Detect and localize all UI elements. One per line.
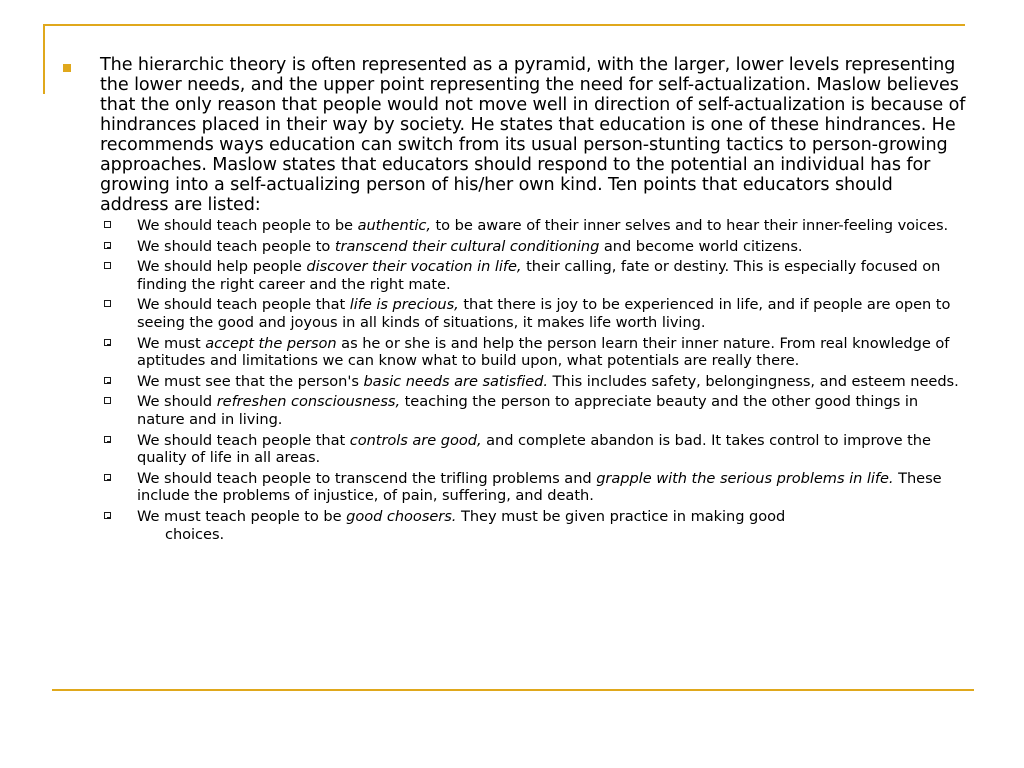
hollow-square-bullet-icon — [104, 397, 111, 404]
point-text: We must teach people to be — [137, 507, 347, 525]
list-item — [100, 238, 966, 256]
list-item — [100, 432, 966, 467]
point-text: We should teach people that — [137, 431, 350, 449]
point-text: These include the problems of injustice, of pain, suffering, and death. — [137, 469, 942, 505]
slide-body — [62, 55, 966, 546]
point-emphasis: transcend their cultural conditioning — [334, 237, 600, 255]
list-item — [100, 217, 966, 235]
filled-square-bullet-icon — [63, 64, 71, 72]
hollow-square-bullet-icon — [104, 242, 111, 249]
point-text: We should teach people to transcend the trifling problems and — [137, 469, 597, 487]
list-item — [100, 296, 966, 331]
point-text: and complete abandon is bad. It takes control to improve the quality of life in all areas. — [137, 431, 931, 467]
point-emphasis: grapple with the serious problems in life. — [596, 469, 894, 487]
hollow-square-bullet-icon — [104, 339, 111, 346]
point-text: to be aware of their inner selves and to hear their inner-feeling voices. — [430, 217, 949, 234]
point-emphasis: life is precious, — [349, 296, 459, 314]
main-bullet-item — [62, 55, 966, 543]
point-text: teaching the person to appreciate beauty and the other good things in nature and in living. — [137, 393, 919, 428]
point-text: We should teach people that — [137, 296, 350, 314]
list-item — [100, 335, 966, 370]
hollow-square-bullet-icon — [104, 436, 111, 443]
point-text: We should teach people to — [137, 237, 335, 255]
hollow-square-bullet-icon — [104, 512, 111, 519]
hollow-square-bullet-icon — [104, 377, 111, 384]
point-emphasis: authentic, — [357, 217, 431, 234]
list-item — [100, 470, 966, 505]
hollow-square-bullet-icon — [104, 474, 111, 481]
point-emphasis: refreshen consciousness, — [216, 393, 401, 411]
bottom-rule — [52, 689, 974, 691]
list-item — [100, 258, 966, 293]
intro-paragraph: The hierarchic theory is often represented as a pyramid, with the larger, lower levels representing the lower needs, and the upper point representing the need for self-actualization. Maslow believes that the only reason that people would not move well in direction of self-actualization is because of hindrances placed in their way by society. He states that education is one of these hindrances. He recommends ways education can switch from its usual person-stunting tactics to person-growing approaches. Maslow states that educators should respond to the potential an individual has for growing into a self-actualizing person of his/her own kind. Ten points that educators should address are listed: — [100, 55, 966, 215]
point-text: They must be given practice in making good — [456, 507, 786, 525]
point-text: as he or she is and help the person learn their inner nature. From real knowledge of aptitudes and limitations we can know what to build upon, what potentials are really there. — [137, 334, 950, 370]
hollow-square-bullet-icon — [104, 262, 111, 269]
list-item — [100, 393, 966, 428]
point-emphasis: controls are good, — [349, 431, 482, 449]
point-text: We should teach people to be — [137, 217, 358, 234]
hollow-square-bullet-icon — [104, 300, 111, 307]
point-text: and become world citizens. — [599, 237, 803, 255]
point-text: We must — [137, 334, 206, 352]
point-emphasis: accept the person — [205, 334, 337, 352]
left-rule — [43, 24, 45, 94]
point-emphasis: good choosers. — [346, 507, 457, 525]
point-emphasis: discover their vocation in life, — [306, 258, 522, 276]
top-rule — [43, 24, 965, 26]
list-item — [100, 373, 966, 391]
point-emphasis: basic needs are satisfied. — [363, 372, 548, 390]
list-item — [100, 508, 966, 543]
point-text: their calling, fate or destiny. This is especially focused on finding the right career and the right mate. — [137, 258, 941, 293]
point-text: We should help people — [137, 258, 307, 276]
point-text: We must see that the person's — [137, 372, 364, 390]
point-text: that there is joy to be experienced in life, and if people are open to seeing the good and joyous in all kinds of situations, it makes life worth living. — [137, 296, 951, 331]
point-text: We should — [137, 393, 217, 411]
ten-points-list — [100, 217, 966, 543]
point-text-continuation: choices. — [165, 525, 225, 543]
hollow-square-bullet-icon — [104, 221, 111, 228]
point-text: This includes safety, belongingness, and esteem needs. — [547, 372, 959, 390]
